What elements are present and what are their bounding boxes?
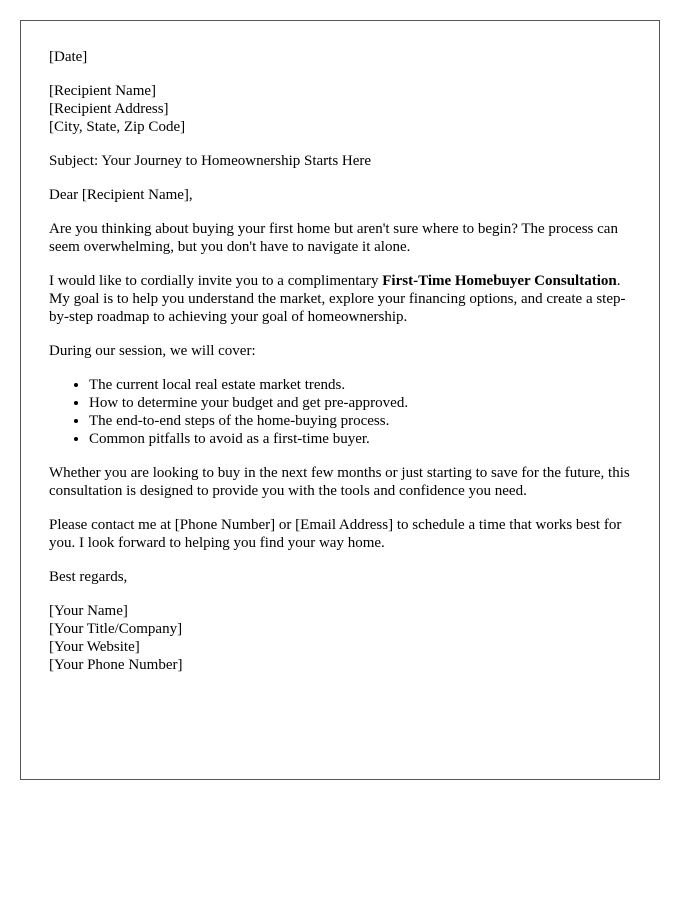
salutation: Dear [Recipient Name], [49,187,193,203]
list-item: • The end-to-end steps of the home-buying process. [89,412,631,430]
contact-paragraph: Please contact me at [Phone Number] or [Email Address] to schedule a time that works best for you. I look forward to helping you find your way home. [49,517,622,551]
closing: Best regards, [49,569,128,585]
signature-title-company: [Your Title/Company] [49,621,183,637]
timing-paragraph: Whether you are looking to buy in the next few months or just starting to save for the future, this consultation is designed to provide you with the tools and confidence you need. [49,465,630,499]
invitation-text-before: I would like to cordially invite you to a complimentary [49,273,383,289]
invitation-text-after: . My goal is to help you understand the market, explore your financing options, and create a step-by-step roadmap to achieving your goal of homeownership. [49,273,626,325]
consultation-name: First-Time Homebuyer Consultation [382,273,617,289]
signature-phone: [Your Phone Number] [49,657,183,673]
recipient-city-state-zip: [City, State, Zip Code] [49,119,186,135]
date-line: [Date] [49,49,88,65]
subject-line: Subject: Your Journey to Homeownership Starts Here [49,153,372,169]
recipient-address: [Recipient Address] [49,101,169,117]
intro-paragraph: Are you thinking about buying your first home but aren't sure where to begin? The process can seem overwhelming, but you don't have to navigate it alone. [49,221,618,255]
list-item: • The current local real estate market trends. [89,376,631,394]
signature-name: [Your Name] [49,603,128,619]
signature-website: [Your Website] [49,639,140,655]
recipient-block [49,82,631,136]
invitation-paragraph [49,272,631,326]
recipient-name: [Recipient Name] [49,83,157,99]
topics-list [49,376,631,448]
list-item: • Common pitfalls to avoid as a first-time buyer. [89,430,631,448]
letter-page [20,20,660,780]
list-item: • How to determine your budget and get pre-approved. [89,394,631,412]
signature-block [49,602,631,674]
list-intro: During our session, we will cover: [49,343,256,359]
